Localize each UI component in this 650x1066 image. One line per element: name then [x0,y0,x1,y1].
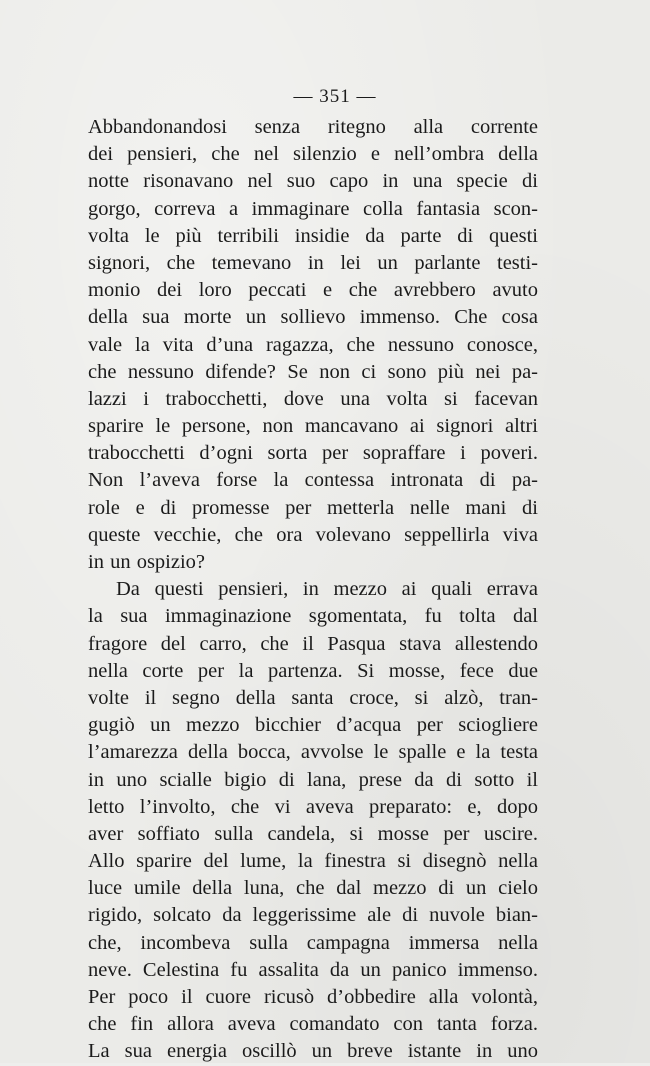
text-line: queste vecchie, che ora volevano seppellirla viva [88,523,538,546]
text-line: Non l’aveva forse la contessa intronata di pa- [88,469,538,492]
text-line: aver soffiato sulla candela, si mosse per uscire. [88,822,538,845]
text-line: letto l’involto, che vi aveva preparato: e, dopo [88,795,538,818]
text-line: della sua morte un sollievo immenso. Che cosa [88,306,538,329]
text-line: in uno scialle bigio di lana, prese da di sotto il [88,768,538,791]
text-line: volte il segno della santa croce, si alzò, tran- [88,686,538,709]
text-line: che fin allora aveva comandato con tanta forza. [88,1013,538,1036]
text-line: luce umile della luna, che dal mezzo di un cielo [88,877,538,900]
body-text [88,114,538,1066]
text-line: Per poco il cuore ricusò d’obbedire alla volontà, [88,986,538,1008]
text-line: Abbandonandosi senza ritegno alla corrente [88,116,538,138]
text-line: trabocchetti d’ogni sorta per sopraffare i poveri. [88,442,538,465]
text-line: Da questi pensieri, in mezzo ai quali errava [116,578,538,601]
text-line: La sua energia oscillò un breve istante in uno [88,1040,538,1063]
text-line: monio dei loro peccati e che avrebbero avuto [88,279,538,302]
text-line: nella corte per la partenza. Si mosse, fece due [88,659,538,682]
text-line: rigido, solcato da leggerissime ale di nuvole bian- [88,904,538,927]
text-line: neve. Celestina fu assalita da un panico immenso. [88,958,538,981]
text-line: lazzi i trabocchetti, dove una volta si facevan [88,387,538,410]
text-line: sparire le persone, non mancavano ai signori altri [88,415,538,438]
text-line: gorgo, correva a immaginare colla fantasia scon- [88,197,538,220]
page-number: — 351 — [293,86,377,107]
text-line: gugiò un mezzo bicchier d’acqua per sciogliere [88,714,538,737]
text-line: in un ospizio? [88,551,206,573]
text-line: che, incombeva sulla campagna immersa nella [88,931,538,954]
text-line: Allo sparire del lume, la finestra si disegnò nella [88,850,538,873]
text-line: signori, che temevano in lei un parlante testi- [88,251,538,274]
text-line: fragore del carro, che il Pasqua stava allestendo [88,632,538,655]
text-line: notte risonavano nel suo capo in una specie di [88,170,538,193]
text-line: role e di promesse per metterla nelle mani di [88,496,538,519]
text-line: vale la vita d’una ragazza, che nessuno conosce, [88,333,538,356]
text-line: volta le più terribili insidie da parte di questi [88,224,538,247]
text-line: la sua immaginazione sgomentata, fu tolta dal [88,605,538,628]
text-line: dei pensieri, che nel silenzio e nell’ombra della [88,143,538,166]
text-line: l’amarezza della bocca, avvolse le spalle e la testa [88,741,538,764]
text-line: che nessuno difende? Se non ci sono più nei pa- [88,360,538,383]
